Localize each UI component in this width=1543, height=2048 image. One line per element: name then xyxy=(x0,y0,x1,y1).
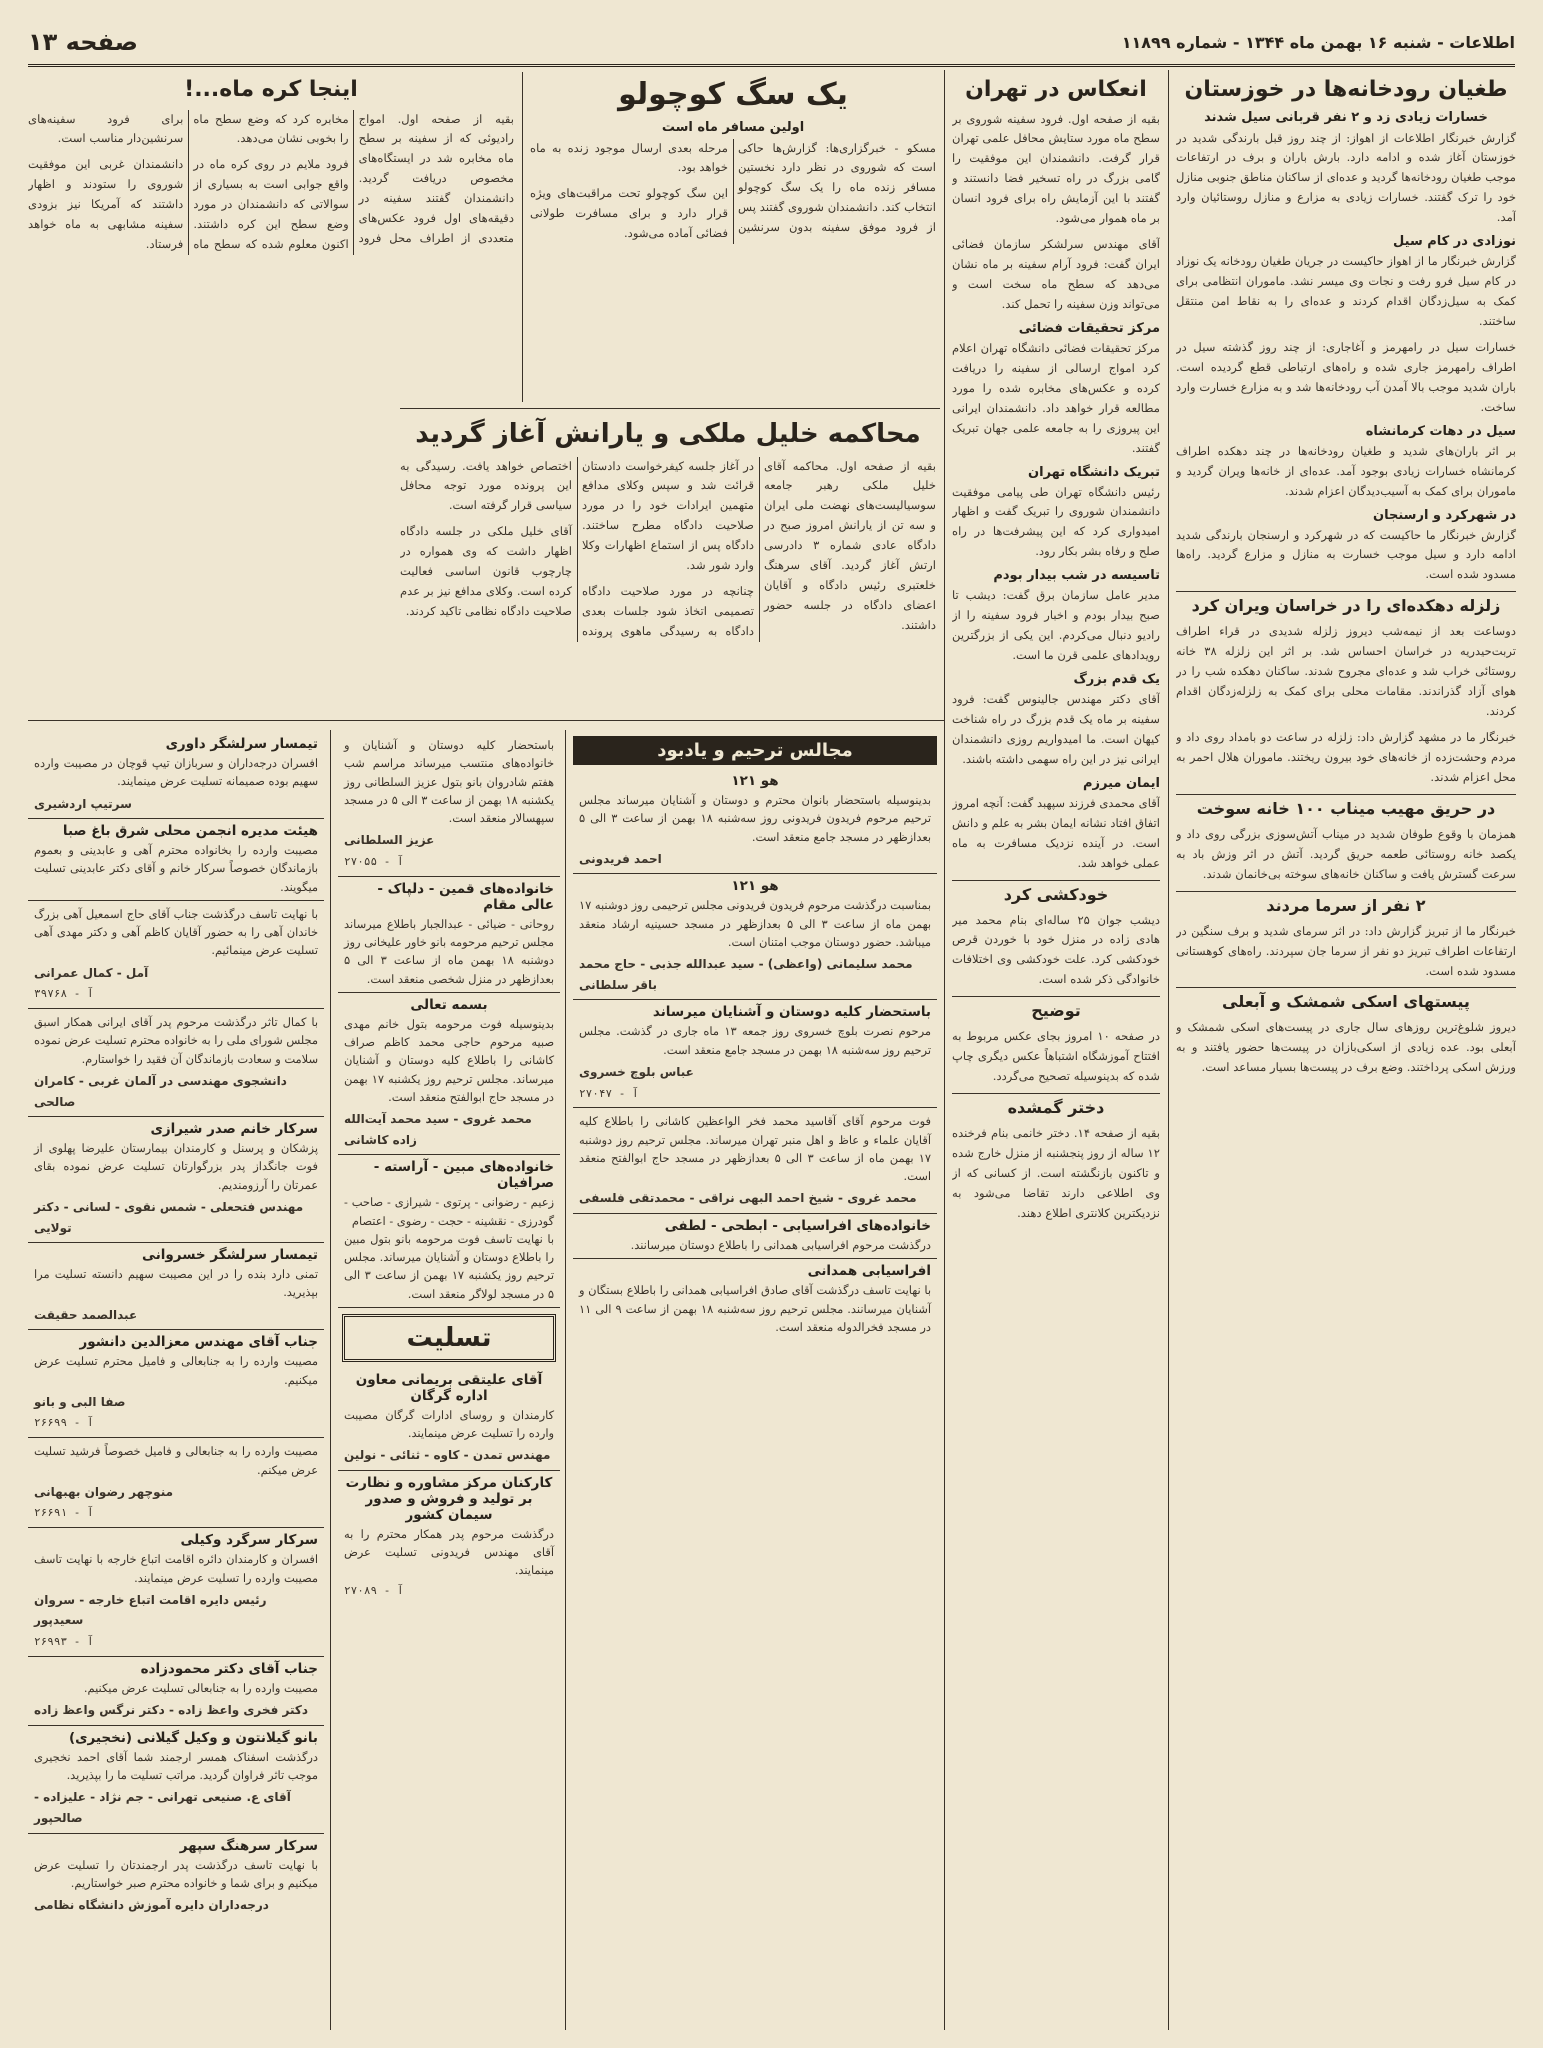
notice-title: باستحضار کلیه دوستان و آشنایان میرساند xyxy=(652,1004,931,1021)
column-rule xyxy=(522,72,523,402)
article-paragraph: بر اثر باران‌های شدید و طغیان رودخانه‌ها در چند دهکده اطراف کرمانشاه خسارات زیادی بوجود آمد. عده‌ای از خانه‌ها ویران گردید و ماموران برای کمک به آسیب‌دیدگان اعزام شدند. xyxy=(1176,443,1516,498)
mourning-notice xyxy=(338,732,560,877)
notice-code: آ - ۲۷۰۴۷ xyxy=(579,1086,639,1100)
notice-title: جناب آقای مهندس معزالدین دانشور xyxy=(79,1334,318,1351)
notice-title: تیمسار سرلشگر داوری xyxy=(165,736,318,752)
condolence-notice xyxy=(28,1657,324,1726)
article-paragraph: دیروز شلوغ‌ترین روزهای سال جاری در پیست‌های اسکی شمشک و آبعلی بود. عده زیادی از اسکی‌بازان در پیست‌ها حضور یافتند و به ورزش اسکی پرداختند. وضع برف در پیست‌ها بسیار مساعد است. xyxy=(1176,1020,1516,1075)
notice-title: سرکار سرگرد وکیلی xyxy=(180,1532,318,1549)
headline-suicide: خودکشی کرد xyxy=(952,880,1160,905)
condolence-notice xyxy=(28,1834,324,1920)
headline-trial: محاکمه خلیل ملکی و یارانش آغاز گردید xyxy=(415,419,921,449)
headline-missing-girl: دختر گمشده xyxy=(952,1093,1160,1118)
notice-signature: آقای ع. صنیعی تهرانی - جم نژاد - علیزاده - صالحپور xyxy=(34,1790,291,1825)
column-rule xyxy=(944,70,945,2030)
mourning-column-a xyxy=(573,732,937,2028)
subheadline-floods: خسارات زیادی زد و ۲ نفر قربانی سیل شدند xyxy=(1204,109,1488,125)
article-paragraph: در صفحه ۱۰ امروز بجای عکس مربوط به افتتاح آموزشگاه اشتباهاً عکس دیگری چاپ شده که بدینوسیله تصحیح می‌گردد. xyxy=(952,1029,1160,1084)
notice-body: روحانی - ضیائی - عبدالجبار باطلاع میرساند مجلس ترحیم مرحومه بانو خاور علیخانی روز دوشنبه ۱۸ بهمن ماه از ساعت ۳ الی ۵ بعدازظهر در منزل شخصی منعقد است. xyxy=(344,916,555,986)
section-heading: در شهرکرد و ارسنجان xyxy=(1373,507,1516,523)
notice-body: بدینوسیله فوت مرحومه بتول خانم مهدی صبیه مرحوم حاجی محمد کاظم صراف کاشانی را باطلاع کلیه دوستان و آشنایان میرساند. مجلس ترحیم روز یکشنبه ۱۷ بهمن در مسجد حاج ابوالفتح منعقد است. xyxy=(344,1016,554,1104)
notice-title: بانو گیلانتون و وکیل گیلانی (نخجیری) xyxy=(68,1729,318,1746)
section-heading: نوزادی در کام سیل xyxy=(1393,234,1516,250)
notice-body: مصیبت وارده را به جنابعالی تسلیت عرض میکنیم. xyxy=(83,1681,318,1695)
notice-signature: عباس بلوچ خسروی xyxy=(579,1064,694,1079)
article-paragraph: دوساعت بعد از نیمه‌شب دیروز زلزله شدیدی در قراء اطراف تربت‌حیدریه در خراسان احساس شد. بر اثر این زلزله ۳۸ خانه روستائی خراب شد و عده‌ای مجروح شدند. ساکنان دهکده شب را در هوای آزاد گذراندند. مقامات محلی برای کمک به زلزله‌زدگان اقدام کردند. xyxy=(1176,624,1516,719)
section-heading: تاسیسه در شب بیدار بودم xyxy=(993,568,1160,584)
article-paragraph: این سگ کوچولو تحت مراقبت‌های ویژه قرار دارد و برای مسافرت طولانی فضائی آماده می‌شود. xyxy=(530,186,728,241)
notice-body: درگذشت مرحوم افراسیابی همدانی را باطلاع دوستان میرسانند. xyxy=(630,1238,931,1253)
article-dog xyxy=(530,72,936,402)
notice-body: با نهایت تاسف درگذشت آقای صادق افراسیابی همدانی را باطلاع بستگان و آشنایان میرسانند. مجلس ترحیم روز سه‌شنبه ۱۸ بهمن از ساعت ۹ الی ۱۱ در مسجد فخرالدوله منعقد است. xyxy=(579,1283,931,1334)
masthead-page-number: صفحه ۱۳ xyxy=(28,28,138,56)
notice-signature: سرتیپ اردشیری xyxy=(34,796,132,811)
notice-body: مصیبت وارده را به جنابعالی و فامیل محترم تسلیت عرض میکنیم. xyxy=(34,1354,318,1387)
notice-body: مصیبت وارده را بخانواده محترم آهی و عابدینی و بعموم بازماندگان خصوصاً سرکار خانم و آقای دکتر عابدینی تسلیت میگویند. xyxy=(34,843,318,894)
notice-signature: دکتر فخری واعظ زاده - دکتر نرگس واعظ زاده xyxy=(34,1703,309,1718)
notice-body: پزشکان و پرسنل و کارمندان بیمارستان علیرضا پهلوی از فوت جانگداز پدر بزرگوارتان تسلیت عرض نموده بقای عمرتان را آرزومندیم. xyxy=(34,1141,318,1192)
article-paragraph: آقای مهندس سرلشکر سازمان فضائی ایران گفت: فرود آرام سفینه بر ماه نشان می‌دهد که سطح ماه سخت است و می‌تواند وزن سفینه را تحمل کند. xyxy=(952,237,1160,311)
section-heading: مرکز تحقیقات فضائی xyxy=(1018,320,1160,336)
notice-title: خانواده‌های قمین - دلپاک - عالی مقام xyxy=(377,880,554,913)
notice-title: افراسیابی همدانی xyxy=(807,1263,931,1280)
condolence-notice xyxy=(28,819,324,901)
headline-ski: پیستهای اسکی شمشک و آبعلی xyxy=(1176,987,1516,1012)
notice-signature: احمد فریدونی xyxy=(579,851,662,866)
headline-cold: ۲ نفر از سرما مردند xyxy=(1176,891,1516,916)
notice-code: آ - ۲۶۹۹۳ xyxy=(34,1635,94,1649)
notice-signature: محمد غروی - شیخ احمد البهی نراقی - محمدتقی فلسفی xyxy=(579,1191,917,1206)
notice-code: آ - ۳۹۷۶۸ xyxy=(34,987,94,1001)
notice-body: مرحوم نصرت بلوچ خسروی روز جمعه ۱۳ ماه جاری در گذشت. مجلس ترحیم روز سه‌شنبه ۱۸ بهمن در مسجد جامع منعقد است. xyxy=(579,1024,931,1057)
headline-fire: در حریق مهیب میناب ۱۰۰ خانه سوخت xyxy=(1176,794,1516,819)
article-paragraph: بقیه از صفحه اول. فرود سفینه شوروی بر سطح ماه مورد ستایش محافل علمی تهران قرار گرفت. دانشمندان این موفقیت را گامی بزرگ در راه تسخیر فضا دانستند و گفتند با این آزمایش راه برای فرود انسان بر ماه هموار می‌شود. xyxy=(952,111,1160,226)
notice-signature: دانشجوی مهندسی در آلمان غربی - کامران صالحی xyxy=(34,1073,287,1109)
article-paragraph: بقیه از صفحه اول. امواج رادیوئی که از سفینه بر سطح ماه مخابره شد در ایستگاه‌های مخصوص دریافت گردید. دانشمندان گفتند سفینه در دقیقه‌های اول فرود عکس‌های متعددی از اطراف محل فرود مخابره کرد که وضع سطح ماه را بخوبی نشان می‌دهد. xyxy=(193,111,514,246)
condolences-banner: تسلیت xyxy=(342,1314,556,1362)
mourning-notice xyxy=(338,1155,560,1308)
notice-title: کارکنان مرکز مشاوره و نظارت بر تولید و فروش و صدور سیمان کشور xyxy=(345,1474,553,1523)
column-floods xyxy=(1176,72,1516,2032)
article-paragraph: خسارات سیل در رامهرمز و آغاجاری: از چند روز گذشته سیل در اطراف رامهرمز جاری شده و راه‌های ارتباطی قطع گردیده است. باران شدید موجب بالا آمدن آب رودخانه‌ها شد و به مزارع خسارت وارد ساخت. xyxy=(1176,339,1516,414)
notice-signature: محمد سلیمانی (واعظی) - سید عبدالله جذبی - حاج محمد باقر سلطانی xyxy=(579,957,913,992)
notice-signature: عبدالصمد حقیقت xyxy=(34,1307,138,1322)
condolence-notice xyxy=(338,1368,560,1471)
article-paragraph: مدیر عامل سازمان برق گفت: دیشب تا صبح بیدار بودم و اخبار فرود سفینه را از رادیو دنبال می‌کردم. این یکی از بزرگترین رویدادهای علمی قرن ما است. xyxy=(952,588,1160,663)
section-heading: ایمان میرزم xyxy=(1082,775,1160,791)
article-paragraph: بقیه از صفحه ۱۴. دختر خانمی بنام فرخنده ۱۲ ساله از روز پنجشنبه از منزل خارج شده و تاکنون بازنگشته است. از کسانی که از وی اطلاعی دارند تقاضا می‌شود به نزدیکترین کلانتری اطلاع دهند. xyxy=(952,1126,1160,1220)
article-paragraph: گزارش خبرنگار ما حاکیست که در شهرکرد و ارسنجان بارندگی شدید ادامه دارد و سیل موجب خسارت به منازل و مزارع گردید. راه‌ها مسدود شده است. xyxy=(1176,527,1516,582)
notice-body: با نهایت تاسف درگذشت پدر ارجمندتان را تسلیت عرض میکنیم و برای شما و خانواده محترم صبر خواستاریم. xyxy=(34,1857,318,1890)
article-paragraph: در آغاز جلسه کیفرخواست دادستان قرائت شد و سپس وکلای مدافع متهمین ایرادات خود را در مورد صلاحیت دادگاه مطرح ساختند. دادگاه پس از استماع اظهارات وکلا وارد شور شد. xyxy=(582,458,754,573)
article-paragraph: گزارش خبرنگار اطلاعات از اهواز: از چند روز قبل بارندگی شدید در خوزستان آغاز شده و ادامه دارد. بارش باران و برف در ارتفاعات موجب طغیان رودخانه‌ها گردید و عده‌ای از ساکنان مناطق جنوبی منازل خود را ترک گفتند. خسارات زیادی به مزارع و منازل روستائیان وارد آمد. xyxy=(1176,130,1516,225)
notice-code: آ - ۲۶۶۹۹ xyxy=(34,1416,94,1430)
notice-body: درگذشت اسفناک همسر ارجمند شما آقای احمد نخجیری موجب تاثر فراوان گردید. مراتب تسلیت ما را بپذیرید. xyxy=(34,1749,318,1783)
condolence-notice xyxy=(28,1009,324,1117)
notice-body: زعیم - رضوانی - پرتوی - شیرازی - صاحب - گودرزی - نقشینه - حجت - رضوی - اعتصام xyxy=(344,1195,554,1228)
section-heading: سیل در دهات کرمانشاه xyxy=(1365,423,1516,439)
section-heading: یک قدم بزرگ xyxy=(1073,672,1160,687)
notice-signature: مهندس فتحعلی - شمس نقوی - لسانی - دکتر تولایی xyxy=(34,1199,304,1235)
column-rule xyxy=(565,730,566,2030)
mourning-notice xyxy=(573,874,937,1000)
notice-body: تمنی دارد بنده را در این مصیبت سهیم دانسته تسلیت مرا بپذیرید. xyxy=(34,1267,318,1300)
column-rule xyxy=(1168,70,1169,2030)
notice-body: کارمندان و روسای ادارات گرگان مصیبت وارده را تسلیت عرض مینمایند. xyxy=(344,1407,554,1441)
mourning-notice xyxy=(573,769,937,874)
article-paragraph: دیشب جوان ۲۵ ساله‌ای بنام محمد میر هادی زاده در منزل خود با خوردن قرص خودکشی کرد. علت خودکشی وی اختلافات خانوادگی ذکر شده است. xyxy=(952,912,1160,987)
notice-signature: عزیز السلطانی xyxy=(344,833,435,848)
notice-title: خانواده‌های مبین - آراسته - صرافیان xyxy=(373,1159,554,1192)
mourning-notice xyxy=(573,1214,937,1259)
section-heading: تبریک دانشگاه تهران xyxy=(1028,464,1160,480)
condolence-notice xyxy=(28,1330,324,1438)
article-paragraph: آقای خلیل ملکی در جلسه دادگاه اظهار داشت که وی همواره در چارچوب قانون اساسی فعالیت کرده است. وکلای مدافع نیز بر عدم صلاحیت دادگاه نظامی تاکید کردند. xyxy=(400,524,572,619)
notice-signature: مهندس تمدن - کاوه - ثنائی - نولین xyxy=(344,1448,551,1463)
masthead xyxy=(28,20,1515,67)
notice-code: آ - ۲۷۰۵۵ xyxy=(344,854,404,868)
mourning-section-title: مجالس ترحیم و یادبود xyxy=(573,736,937,765)
condolences-column xyxy=(28,732,324,2028)
column-tehran-reaction xyxy=(952,72,1160,2032)
notice-title: هیئت مدیره انجمن محلی شرق باغ صبا xyxy=(62,823,318,840)
article-paragraph: رئیس دانشگاه تهران طی پیامی موفقیت دانشمندان شوروی را تبریک گفت و اظهار امیدواری کرد که این پیشرفت‌ها در راه صلح و رفاه بشر بکار رود. xyxy=(952,484,1160,559)
notice-title: آقای علیتقی بریمانی معاون اداره گرگان xyxy=(355,1371,543,1404)
condolence-notice xyxy=(28,1117,324,1243)
notice-code: آ - ۲۷۰۸۹ xyxy=(344,1583,404,1597)
notice-signature: درجه‌داران دایره آموزش دانشگاه نظامی xyxy=(34,1898,269,1913)
headline-dog: یک سگ کوچولو xyxy=(618,77,848,112)
condolence-notice xyxy=(28,901,324,1009)
notice-title: سرکار سرهنگ سپهر xyxy=(179,1837,318,1854)
notice-signature: منوچهر رضوان بهبهانی xyxy=(34,1484,174,1499)
article-paragraph: خبرنگار ما از تبریز گزارش داد: در اثر سرمای شدید و برف سنگین در ارتفاعات اطراف تبریز دو نفر از سرما جان سپردند. راه‌های کوهستانی مسدود شده است. xyxy=(1176,923,1516,978)
notice-signature: آمل - کمال عمرانی xyxy=(34,965,149,980)
notice-title: هو ۱۲۱ xyxy=(731,878,779,895)
notice-body: مصیبت وارده را به جنابعالی و فامیل خصوصاً فرشید تسلیت عرض میکنم. xyxy=(34,1444,318,1477)
notice-body: با نهایت تاسف درگذشت جناب آقای حاج اسمعیل آهی بزرگ خاندان آهی را به حضور آقایان کاظم آهی و دکتر مهدی آهی تسلیت عرض مینمائیم. xyxy=(34,906,318,958)
section-rule xyxy=(400,408,940,409)
headline-moon: اینجا کره ماه...! xyxy=(184,77,358,102)
article-paragraph: دانشمندان غربی این موفقیت شوروی را ستودند و اظهار داشتند که آمریکا نیز بزودی سفینه مشابهی به ماه خواهد فرستاد. xyxy=(28,157,184,252)
notice-signature: رئیس دایره اقامت اتباع خارجه - سروان سعیدپور xyxy=(34,1592,267,1628)
mourning-notice xyxy=(338,993,560,1156)
condolence-notice xyxy=(28,1528,324,1657)
notice-body: باستحضار کلیه دوستان و آشنایان و خانواده‌های منتسب میرساند مراسم شب هفتم شادروان بانو بتول عزیز السلطانی روز یکشنبه ۱۸ بهمن از ساعت ۳ الی ۵ در مسجد سپهسالار منعقد است. xyxy=(344,738,554,825)
subheadline-dog: اولین مسافر ماه است xyxy=(661,119,805,135)
notice-title: سرکار خانم صدر شیرازی xyxy=(150,1121,318,1138)
article-paragraph: مرکز تحقیقات فضائی دانشگاه تهران اعلام کرد امواج ارسالی از سفینه را دریافت کرده و عکس‌های مخابره شده را مورد مطالعه قرار خواهد داد. دانشمندان ایرانی این پیروزی را به جامعه علمی جهان تبریک گفتند. xyxy=(952,340,1160,455)
article-paragraph: چنانچه در مورد صلاحیت دادگاه تصمیمی اتخاذ شود جلسات بعدی دادگاه به رسیدگی ماهوی پرونده اختصاص خواهد یافت. رسیدگی به این پرونده مورد توجه محافل سیاسی قرار گرفته است. xyxy=(400,458,754,638)
column-rule xyxy=(330,730,331,2030)
notice-body: بمناسبت درگذشت مرحوم فریدون فریدونی مجلس ترحیمی روز دوشنبه ۱۷ بهمن ماه از ساعت ۳ الی ۵ بعدازظهر در مسجد حسینیه ارشاد منعقد میباشد. حضور دوستان موجب امتنان است. xyxy=(579,898,932,949)
notice-title: بسمه تعالی xyxy=(410,996,488,1013)
notice-body: درگذشت مرحوم پدر همکار محترم را به آقای مهندس فریدونی تسلیت عرض مینمایند. xyxy=(344,1526,554,1578)
article-paragraph: بقیه از صفحه اول. محاکمه آقای خلیل ملکی رهبر جامعه سوسیالیست‌های نهضت ملی ایران و سه تن از یارانش امروز صبح در دادگاه عادی شماره ۳ دادرسی ارتش آغاز گردید. آقای سرهنگ خلعتبری رئیس دادگاه و آقایان اعضای دادگاه در جلسه حضور داشتند. xyxy=(764,458,936,632)
mourning-notice xyxy=(573,1108,937,1214)
mourning-notice xyxy=(338,877,560,993)
headline-correction: توضیح xyxy=(952,996,1160,1021)
condolence-notice xyxy=(28,732,324,819)
mourning-notice xyxy=(573,1000,937,1108)
mourning-column-b xyxy=(338,732,560,2028)
article-trial xyxy=(400,414,936,712)
article-paragraph: خبرنگار ما در مشهد گزارش داد: زلزله در ساعت دو بامداد روی داد و مردم وحشت‌زده از خانه‌های خود بیرون ریختند. ماموران هلال احمر به محل اعزام شدند. xyxy=(1176,730,1516,784)
condolence-notice xyxy=(338,1471,560,1605)
condolence-notice xyxy=(28,1243,324,1330)
headline-earthquake: زلزله دهکده‌ای را در خراسان ویران کرد xyxy=(1176,591,1516,616)
notice-title: خانواده‌های افراسیابی - ابطحی - لطفی xyxy=(664,1218,931,1235)
notice-body: فوت مرحوم آقای آقاسید محمد فخر الواعظین کاشانی را باطلاع کلیه آقایان علماء و عاظ و اهل منبر تهران میرساند. مجلس ترحیم روز دوشنبه ۱۷ بهمن ماه از ساعت ۳ الی ۵ بعدازظهر در مسجد حاج ابوالفتح منعقد است. xyxy=(579,1114,931,1184)
notice-title: هو ۱۲۱ xyxy=(731,773,779,789)
notice-body: افسران درجه‌داران و سربازان تیپ قوچان در مصیبت وارده سهیم بوده صمیمانه تسلیت عرض مینمایند. xyxy=(34,756,318,789)
notice-signature: صفا البی و بانو xyxy=(34,1394,126,1409)
article-paragraph: فرود ملایم در روی کره ماه در واقع جوابی است به بسیاری از سوالاتی که دانشمندان در مورد وضع سطح این کره داشتند. اکنون معلوم شده که سطح ماه برای فرود سفینه‌های سرنشین‌دار مناسب است. xyxy=(28,111,349,252)
condolence-notice xyxy=(28,1438,324,1528)
article-paragraph: آقای دکتر مهندس جالینوس گفت: فرود سفینه بر ماه یک قدم بزرگ در راه شناخت کیهان است. ما امیدواریم روزی دانشمندان ایرانی نیز در این راه سهمی داشته باشند. xyxy=(952,692,1160,766)
masthead-issue-info: اطلاعات - شنبه ۱۶ بهمن ماه ۱۳۴۴ - شماره ۱۱۸۹۹ xyxy=(1121,32,1515,52)
notice-signature: محمد غروی - سید محمد آیت‌الله زاده کاشانی xyxy=(344,1112,532,1147)
notice-body: با کمال تاثر درگذشت مرحوم پدر آقای ایرانی همکار اسبق مجلس شورای ملی را به خانواده محترم تسلیت عرض نموده سلامت و سعادت بازماندگان آن فقید را خواستارم. xyxy=(34,1015,318,1066)
notice-body: با نهایت تاسف فوت مرحومه بانو بتول مبین را باطلاع دوستان و آشنایان میرساند. مجلس ترحیم روز یکشنبه ۱۷ بهمن از ساعت ۳ الی ۵ در مسجد لولاگر منعقد است. xyxy=(344,1231,554,1301)
notice-body: افسران و کارمندان دائره اقامت اتباع خارجه با نهایت تاسف مصیبت وارده را تسلیت عرض مینمایند. xyxy=(34,1552,318,1585)
notice-title: جناب آقای دکتر محمودزاده xyxy=(140,1661,318,1677)
condolence-notice xyxy=(28,1726,324,1834)
article-paragraph: آقای محمدی فرزند سپهبد گفت: آنچه امروز اتفاق افتاد نشانه ایمان بشر به علم و دانش است. در آینده نزدیک مسافرت به ماه عملی خواهد شد. xyxy=(952,795,1160,870)
mourning-notice xyxy=(573,1259,937,1340)
headline-tehran: انعکاس در تهران xyxy=(965,77,1147,102)
notice-body: بدینوسیله باستحضار بانوان محترم و دوستان و آشنایان میرساند مجلس ترحیم مرحوم فریدون فریدونی روز سه‌شنبه ۱۸ بهمن از ساعت ۳ الی ۵ بعدازظهر در مسجد جامع منعقد است. xyxy=(579,793,931,844)
section-rule xyxy=(28,720,944,721)
article-paragraph: گزارش خبرنگار ما از اهواز حاکیست در جریان طغیان رودخانه یک نوزاد در کام سیل فرو رفت و نجات وی میسر نشد. ماموران انتظامی برای کمک به سیل‌زدگان اقدام کردند و عده‌ای را به نقاط امن منتقل ساختند. xyxy=(1176,254,1516,328)
headline-floods: طغیان رودخانه‌ها در خوزستان xyxy=(1184,77,1508,102)
article-paragraph: همزمان با وقوع طوفان شدید در میناب آتش‌سوزی بزرگی روی داد و یکصد خانه روستائی طعمه حریق گردید. آتش در اثر وزش باد به سرعت گسترش یافت و ساکنان خانه‌های سوخته بی‌خانمان شدند. xyxy=(1176,826,1516,881)
notice-code: آ - ۲۶۶۹۱ xyxy=(34,1506,94,1520)
article-paragraph: مسکو - خبرگزاری‌ها: گزارش‌ها حاکی است که شوروی در نظر دارد نخستین مسافر زنده ماه را یک سگ کوچولو انتخاب کند. دانشمندان شوروی گفتند پس از فرود موفق سفینه بدون سرنشین مرحله بعدی ارسال موجود زنده به ماه خواهد بود. xyxy=(530,140,936,235)
notice-title: تیمسار سرلشگر خسروانی xyxy=(142,1247,318,1264)
